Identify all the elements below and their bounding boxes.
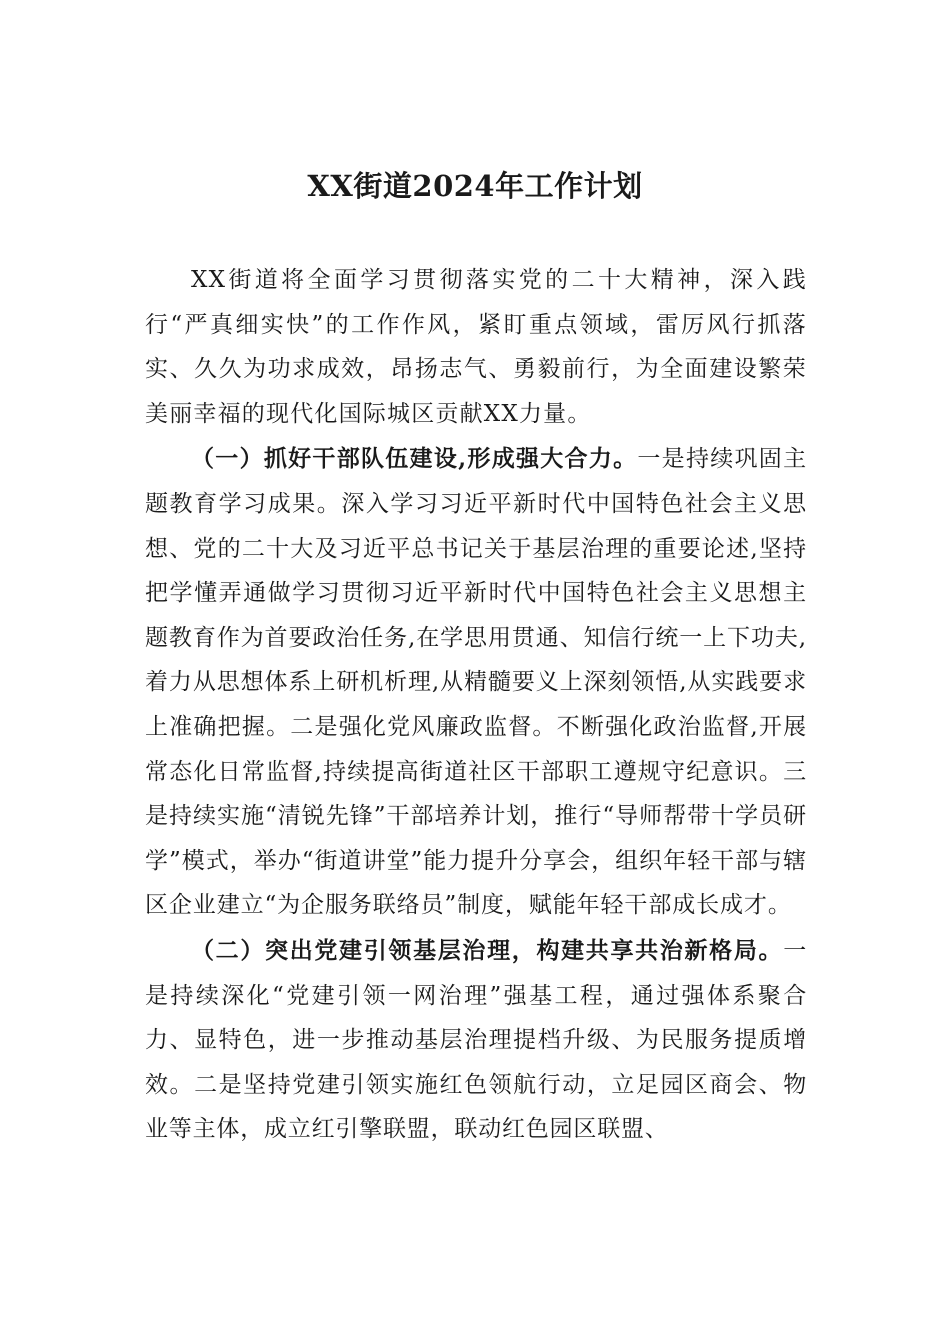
paragraph-section-2 bbox=[145, 929, 807, 1152]
paragraph-text: 一是持续巩固主题教育学习成果。深入学习习近平新时代中国特色社会主义思想、党的二十大及习近平总书记关于基层治理的重要论述,坚持把学懂弄通做学习贯彻习近平新时代中国特色社会主义思想主题教育作为首要政治任务,在学思用贯通、知信行统一上下功夫,着力从思想体系上研机析理,从精髓要义上深刻领悟,从实践要求上准确把握。二是强化党风廉政监督。不断强化政治监督,开展常态化日常监督,持续提高街道社区干部职工遵规守纪意识。三是持续实施“清锐先锋”干部培养计划，推行“导师帮带十学员研学”模式，举办“街道讲堂”能力提升分享会，组织年轻干部与辖区企业建立“为企服务联络员”制度，赋能年轻干部成长成才。 bbox=[145, 446, 807, 919]
paragraph-heading: （二）突出党建引领基层治理，构建共享共治新格局。 bbox=[191, 936, 784, 964]
paragraph-text: XX街道将全面学习贯彻落实党的二十大精神，深入践行“严真细实快”的工作作风，紧盯重点领域，雷厉风行抓落实、久久为功求成效，昂扬志气、勇毅前行，为全面建设繁荣美丽幸福的现代化国际城区贡献XX力量。 bbox=[145, 267, 807, 427]
document-title: XX街道2024年工作计划 bbox=[307, 169, 643, 203]
paragraph-text: 一是持续深化“党建引领一网治理”强基工程，通过强体系聚合力、显特色，进一步推动基层治理提档升级、为民服务提质增效。二是坚持党建引领实施红色领航行动，立足园区商会、物业等主体，成立红引擎联盟，联动红色园区联盟、 bbox=[145, 937, 807, 1143]
paragraph-heading: （一）抓好干部队伍建设,形成强大合力。 bbox=[191, 445, 638, 473]
paragraph-intro bbox=[145, 258, 807, 436]
document-body bbox=[145, 258, 807, 1153]
paragraph-section-1 bbox=[145, 437, 807, 928]
